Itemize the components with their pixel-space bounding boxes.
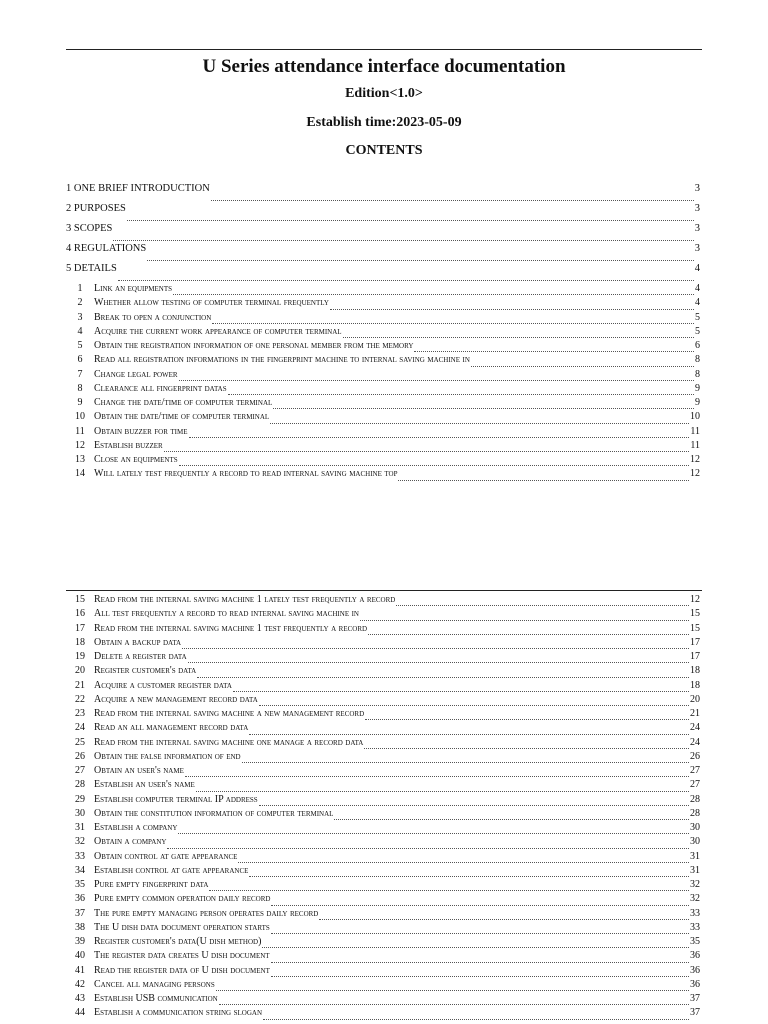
document-title: U Series attendance interface documentation <box>202 56 566 77</box>
toc-dot-leader <box>364 742 689 749</box>
toc-entry-page: 15 <box>690 608 700 620</box>
toc-entry-label: Close an equipments <box>94 454 178 465</box>
toc-entry[interactable] <box>66 936 700 950</box>
toc-entry[interactable] <box>66 694 700 708</box>
toc-dot-leader <box>182 642 689 649</box>
toc-entry-label: Whether allow testing of computer terminal frequently <box>94 297 329 309</box>
toc-entry-label: Read an all management record data <box>94 722 249 734</box>
toc-entry-label: Establish USB communication <box>94 993 218 1004</box>
toc-entry-number: 9 <box>77 397 83 408</box>
toc-entry-page: 30 <box>690 822 700 833</box>
toc-dot-leader <box>212 317 694 324</box>
toc-entry-label: Obtain a company <box>94 836 167 848</box>
toc-entry[interactable] <box>66 893 700 907</box>
toc-entry[interactable] <box>66 908 700 922</box>
toc-entry-page: 17 <box>690 651 700 662</box>
toc-entry-page: 5 <box>695 311 700 323</box>
toc-entry-label: The pure empty managing person operates daily record <box>94 907 319 919</box>
toc-entry-number: 8 <box>77 382 83 394</box>
toc-entry[interactable] <box>66 751 700 765</box>
toc-entry[interactable] <box>66 879 700 893</box>
toc-entry[interactable] <box>66 950 700 964</box>
toc-entry-label: Register customer's data(U dish method) <box>94 936 262 947</box>
toc-entry-label: Register customer's data <box>94 665 197 677</box>
toc-entry-page: 5 <box>695 325 700 337</box>
toc-dot-leader <box>188 656 689 663</box>
toc-details-list-b <box>66 594 700 1022</box>
toc-entry[interactable] <box>66 965 700 979</box>
toc-entry-number: 32 <box>75 836 85 848</box>
toc-dot-leader <box>173 288 694 295</box>
toc-entry-page: 15 <box>690 622 700 634</box>
toc-entry[interactable] <box>66 779 700 793</box>
toc-entry-label: Pure empty fingerprint data <box>94 879 209 890</box>
toc-entry[interactable] <box>66 993 700 1007</box>
toc-entry[interactable] <box>66 383 700 397</box>
toc-main-list <box>66 183 700 283</box>
toc-entry-label: Read from the internal saving machine 1 test frequently a record <box>94 622 368 634</box>
toc-entry-label: Link an equipments <box>94 283 172 294</box>
toc-entry[interactable] <box>66 454 700 468</box>
toc-entry[interactable] <box>66 203 700 223</box>
toc-entry-label: Obtain control at gate appearance <box>94 850 238 862</box>
toc-entry-number: 10 <box>75 411 85 423</box>
toc-entry[interactable] <box>66 369 700 383</box>
toc-entry-label: Change legal power <box>94 368 178 380</box>
toc-dot-leader <box>164 445 690 452</box>
toc-entry-number: 44 <box>75 1007 85 1019</box>
toc-entry-number: 14 <box>75 468 85 480</box>
toc-entry-page: 24 <box>690 736 700 748</box>
toc-dot-leader <box>262 941 689 948</box>
toc-entry-label: All test frequently a record to read internal saving machine in <box>94 608 359 620</box>
toc-entry-number: 28 <box>75 779 85 791</box>
toc-dot-leader <box>189 431 690 438</box>
toc-entry[interactable] <box>66 1007 700 1021</box>
toc-entry-label: 2 PURPOSES <box>66 203 126 214</box>
toc-dot-leader <box>242 756 689 763</box>
toc-entry-label: 3 SCOPES <box>66 223 113 234</box>
toc-entry-number: 30 <box>75 807 85 819</box>
toc-entry-label: Clearance all fingerprint datas <box>94 382 227 394</box>
toc-entry[interactable] <box>66 223 700 243</box>
toc-entry-label: 4 REGULATIONS <box>66 243 147 254</box>
toc-entry-label: Change the date/time of computer terminal <box>94 397 273 408</box>
toc-entry[interactable] <box>66 979 700 993</box>
toc-entry-number: 5 <box>77 340 83 351</box>
toc-entry-label: Establish a communication string slogan <box>94 1007 262 1019</box>
toc-entry-number: 13 <box>75 454 85 465</box>
toc-entry-number: 41 <box>75 964 85 976</box>
toc-entry-page: 9 <box>695 397 700 408</box>
toc-entry-label: Obtain the registration information of one personal member from the memory <box>94 340 414 351</box>
toc-dot-leader <box>398 474 689 481</box>
toc-entry[interactable] <box>66 594 700 608</box>
toc-entry-number: 22 <box>75 693 85 705</box>
toc-dot-leader <box>249 728 689 735</box>
toc-entry-number: 21 <box>75 679 85 691</box>
toc-dot-leader <box>273 402 694 409</box>
toc-entry-label: Delete a register data <box>94 651 187 662</box>
toc-entry[interactable] <box>66 665 700 679</box>
toc-entry[interactable] <box>66 637 700 651</box>
toc-entry-number: 31 <box>75 822 85 833</box>
toc-entry[interactable] <box>66 794 700 808</box>
toc-entry-number: 43 <box>75 993 85 1004</box>
toc-entry[interactable] <box>66 737 700 751</box>
toc-entry-page: 28 <box>690 807 700 819</box>
toc-entry-number: 25 <box>75 736 85 748</box>
toc-entry-page: 30 <box>690 836 700 848</box>
toc-entry-label: Acquire a customer register data <box>94 679 232 691</box>
toc-dot-leader <box>271 899 689 906</box>
toc-entry-page: 12 <box>690 468 700 480</box>
page-break-rule <box>66 590 702 591</box>
toc-entry-page: 11 <box>690 425 700 437</box>
toc-dot-leader <box>471 360 694 367</box>
toc-entry-page: 36 <box>690 978 700 990</box>
toc-entry-number: 19 <box>75 651 85 662</box>
toc-entry-number: 29 <box>75 793 85 805</box>
toc-entry-label: Break to open a conjunction <box>94 311 212 323</box>
toc-entry-number: 35 <box>75 879 85 890</box>
toc-entry-number: 12 <box>75 439 85 451</box>
toc-dot-leader <box>118 274 694 281</box>
toc-entry[interactable] <box>66 263 700 283</box>
toc-dot-leader <box>396 599 689 606</box>
toc-entry-number: 36 <box>75 893 85 905</box>
toc-dot-leader <box>271 927 689 934</box>
toc-dot-leader <box>178 827 689 834</box>
toc-dot-leader <box>228 388 694 395</box>
toc-entry-number: 24 <box>75 722 85 734</box>
toc-entry-label: Read the register data of U dish document <box>94 964 270 976</box>
toc-entry-page: 10 <box>690 411 700 423</box>
toc-entry-number: 17 <box>75 622 85 634</box>
toc-entry[interactable] <box>66 822 700 836</box>
toc-dot-leader <box>360 614 689 621</box>
toc-entry-page: 17 <box>690 636 700 648</box>
toc-entry-number: 4 <box>77 325 83 337</box>
toc-entry[interactable] <box>66 426 700 440</box>
contents-heading: CONTENTS <box>345 143 423 158</box>
toc-entry-number: 33 <box>75 850 85 862</box>
toc-entry-page: 28 <box>690 793 700 805</box>
toc-entry-number: 37 <box>75 907 85 919</box>
toc-dot-leader <box>263 1013 689 1020</box>
toc-entry[interactable] <box>66 608 700 622</box>
toc-entry-label: Establish computer terminal IP address <box>94 793 258 805</box>
toc-entry-number: 18 <box>75 636 85 648</box>
toc-entry-page: 8 <box>695 368 700 380</box>
toc-entry-label: Establish a company <box>94 822 178 833</box>
toc-entry[interactable] <box>66 312 700 326</box>
toc-entry[interactable] <box>66 680 700 694</box>
toc-entry-number: 27 <box>75 765 85 776</box>
toc-entry-page: 21 <box>690 708 700 719</box>
toc-dot-leader <box>365 713 689 720</box>
toc-entry-number: 40 <box>75 950 85 962</box>
toc-dot-leader <box>334 813 689 820</box>
toc-entry-page: 3 <box>694 183 700 194</box>
toc-entry-label: Cancel all managing persons <box>94 978 215 990</box>
toc-entry[interactable] <box>66 623 700 637</box>
toc-entry[interactable] <box>66 340 700 354</box>
toc-entry-number: 26 <box>75 750 85 762</box>
toc-entry-page: 31 <box>690 850 700 862</box>
toc-entry-number: 6 <box>77 354 83 366</box>
toc-entry-page: 4 <box>694 263 700 274</box>
toc-dot-leader <box>319 913 689 920</box>
toc-entry-label: Obtain buzzer for time <box>94 425 188 437</box>
toc-dot-leader <box>216 984 689 991</box>
toc-dot-leader <box>179 374 694 381</box>
edition-label: Edition<1.0> <box>345 86 423 101</box>
toc-entry-number: 11 <box>75 425 85 437</box>
toc-entry[interactable] <box>66 922 700 936</box>
toc-dot-leader <box>259 799 689 806</box>
toc-entry-page: 9 <box>695 382 700 394</box>
toc-entry-label: Read from the internal saving machine one manage a record data <box>94 736 364 748</box>
toc-entry-page: 18 <box>690 665 700 677</box>
toc-dot-leader <box>113 234 693 241</box>
toc-entry[interactable] <box>66 808 700 822</box>
toc-entry-page: 27 <box>690 779 700 791</box>
toc-entry-page: 37 <box>690 993 700 1004</box>
toc-dot-leader <box>185 770 689 777</box>
toc-entry-page: 11 <box>690 439 700 451</box>
toc-entry-label: Read from the internal saving machine 1 lately test frequently a record <box>94 594 396 605</box>
toc-entry[interactable] <box>66 851 700 865</box>
toc-dot-leader <box>368 628 689 635</box>
toc-entry-label: Read from the internal saving machine a new management record <box>94 708 365 719</box>
toc-dot-leader <box>249 870 689 877</box>
toc-entry-label: 1 ONE BRIEF INTRODUCTION <box>66 183 210 194</box>
toc-entry[interactable] <box>66 326 700 340</box>
toc-entry[interactable] <box>66 708 700 722</box>
toc-entry-page: 3 <box>694 203 700 214</box>
toc-entry-page: 4 <box>695 297 700 309</box>
toc-entry-label: Obtain an user's name <box>94 765 184 776</box>
toc-entry[interactable] <box>66 397 700 411</box>
toc-entry-page: 36 <box>690 964 700 976</box>
toc-entry-label: Obtain the constitution information of computer terminal <box>94 807 334 819</box>
toc-entry-number: 16 <box>75 608 85 620</box>
toc-entry-page: 6 <box>695 340 700 351</box>
toc-entry[interactable] <box>66 354 700 368</box>
toc-entry-page: 36 <box>690 950 700 962</box>
toc-entry-label: Read all registration informations in the fingerprint machine to internal saving machine in <box>94 354 470 366</box>
toc-entry[interactable] <box>66 651 700 665</box>
toc-dot-leader <box>259 699 689 706</box>
toc-entry-label: 5 DETAILS <box>66 263 117 274</box>
toc-entry-number: 39 <box>75 936 85 947</box>
toc-entry-number: 38 <box>75 921 85 933</box>
toc-entry-number: 15 <box>75 594 85 605</box>
toc-entry[interactable] <box>66 836 700 850</box>
toc-entry-page: 32 <box>690 879 700 890</box>
toc-dot-leader <box>271 970 689 977</box>
toc-entry[interactable] <box>66 411 700 425</box>
toc-entry-number: 2 <box>77 297 83 309</box>
toc-entry-page: 27 <box>690 765 700 776</box>
toc-entry-number: 23 <box>75 708 85 719</box>
toc-entry[interactable] <box>66 468 700 482</box>
toc-entry-number: 42 <box>75 978 85 990</box>
toc-entry-page: 33 <box>690 921 700 933</box>
toc-entry-page: 12 <box>690 594 700 605</box>
toc-entry-label: The register data creates U dish document <box>94 950 270 962</box>
toc-entry-page: 32 <box>690 893 700 905</box>
top-rule <box>66 49 702 50</box>
toc-entry[interactable] <box>66 283 700 297</box>
toc-entry-page: 3 <box>694 243 700 254</box>
establish-time: Establish time:2023-05-09 <box>306 115 462 130</box>
toc-entry-number: 34 <box>75 864 85 876</box>
toc-entry-label: Acquire the current work appearance of computer terminal <box>94 325 342 337</box>
toc-entry-label: Will lately test frequently a record to read internal saving machine top <box>94 468 398 480</box>
toc-entry-page: 26 <box>690 750 700 762</box>
toc-entry-page: 8 <box>695 354 700 366</box>
toc-dot-leader <box>196 785 689 792</box>
toc-entry-page: 37 <box>690 1007 700 1019</box>
toc-dot-leader <box>147 254 694 261</box>
toc-entry[interactable] <box>66 765 700 779</box>
toc-entry-label: Pure empty common operation daily record <box>94 893 271 905</box>
toc-entry-page: 4 <box>695 283 700 294</box>
toc-entry[interactable] <box>66 183 700 203</box>
toc-entry-number: 3 <box>77 311 83 323</box>
toc-entry-page: 3 <box>694 223 700 234</box>
toc-details-list-a <box>66 283 700 483</box>
toc-entry[interactable] <box>66 440 700 454</box>
toc-entry[interactable] <box>66 722 700 736</box>
toc-dot-leader <box>179 459 689 466</box>
toc-entry-label: The U dish data document operation starts <box>94 921 270 933</box>
toc-dot-leader <box>219 998 689 1005</box>
toc-dot-leader <box>414 345 694 352</box>
toc-dot-leader <box>127 214 694 221</box>
toc-entry-number: 20 <box>75 665 85 677</box>
toc-entry[interactable] <box>66 243 700 263</box>
toc-entry[interactable] <box>66 865 700 879</box>
toc-entry-page: 20 <box>690 693 700 705</box>
toc-dot-leader <box>238 856 689 863</box>
toc-entry-label: Obtain the date/time of computer terminal <box>94 411 270 423</box>
toc-dot-leader <box>270 417 689 424</box>
toc-entry-number: 1 <box>77 283 83 294</box>
toc-entry[interactable] <box>66 297 700 311</box>
toc-entry-number: 7 <box>77 368 83 380</box>
toc-entry-page: 24 <box>690 722 700 734</box>
toc-dot-leader <box>167 842 689 849</box>
toc-entry-page: 31 <box>690 864 700 876</box>
toc-dot-leader <box>197 671 689 678</box>
toc-entry-label: Obtain the false information of end <box>94 750 241 762</box>
toc-dot-leader <box>330 303 694 310</box>
toc-dot-leader <box>233 685 689 692</box>
toc-dot-leader <box>343 331 694 338</box>
toc-dot-leader <box>211 194 694 201</box>
toc-entry-label: Obtain a backup data <box>94 636 182 648</box>
toc-entry-label: Establish buzzer <box>94 439 163 451</box>
toc-entry-page: 35 <box>690 936 700 947</box>
toc-entry-page: 12 <box>690 454 700 465</box>
toc-entry-label: Establish control at gate appearance <box>94 864 249 876</box>
toc-entry-page: 18 <box>690 679 700 691</box>
toc-dot-leader <box>271 956 689 963</box>
toc-entry-page: 33 <box>690 907 700 919</box>
toc-entry-label: Acquire a new management record data <box>94 693 258 705</box>
toc-entry-label: Establish an user's name <box>94 779 195 791</box>
toc-dot-leader <box>209 884 689 891</box>
